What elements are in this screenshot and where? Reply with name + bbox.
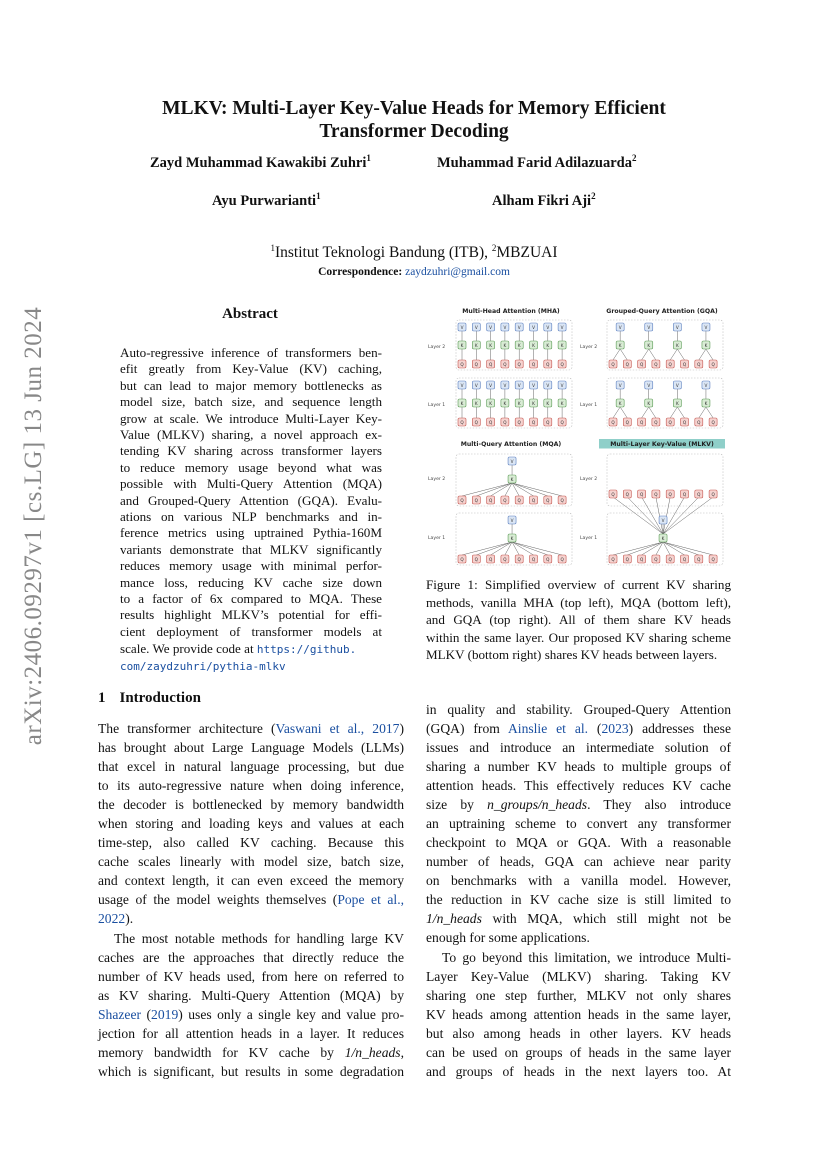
correspondence: Correspondence: zaydzuhri@gmail.com: [318, 266, 510, 278]
q-head-label: Q: [682, 492, 687, 497]
body-line: the decoder is bottlenecked by memory bandwidth: [98, 797, 404, 812]
body-line: jection for all attention heads in a layer. It reduces: [98, 1026, 404, 1041]
connector-line: [642, 407, 649, 418]
q-head-label: Q: [474, 420, 478, 425]
connector-line: [663, 542, 713, 555]
v-head-label: V: [503, 325, 507, 330]
v-head-label: V: [661, 518, 665, 523]
k-head-label: K: [704, 343, 708, 348]
v-head-label: V: [460, 325, 464, 330]
author-3: Ayu Purwarianti$^1$: [212, 191, 321, 209]
q-head-label: Q: [460, 557, 464, 562]
k-head-label: K: [517, 401, 521, 406]
body-line: and groups of heads in the next layers too. At: [426, 1064, 731, 1079]
k-head-label: K: [517, 343, 521, 348]
abstract-line: efit greatly from Key-Value (KV) caching,: [120, 361, 382, 377]
q-head-label: Q: [503, 420, 507, 425]
layer-label: Layer 2: [580, 477, 598, 482]
connector-line: [677, 407, 684, 418]
k-head-label: K: [618, 401, 622, 406]
body-line: 1/n_heads with MQA, which still might not be: [426, 911, 731, 926]
body-line: time-step, also called KV caching. Because this: [98, 835, 404, 850]
citation-link[interactable]: Ainslie et al.: [507, 721, 589, 736]
body-line: that excel in natural language processing, but due: [98, 759, 404, 774]
body-line: enough for some applications.: [426, 930, 590, 945]
q-head-label: Q: [560, 420, 564, 425]
v-head-label: V: [489, 325, 493, 330]
q-head-label: Q: [625, 420, 629, 425]
figure-1-diagram: [426, 305, 732, 575]
body-line: caches are the approaches that directly reduce the: [98, 950, 404, 965]
abstract-line: but can lead to major memory bottlenecks as: [120, 377, 382, 393]
k-head-label: K: [489, 343, 492, 348]
abstract-line: to reduce memory usage beyond what was: [120, 459, 382, 475]
k-head-label: K: [618, 343, 622, 348]
code-link-cont[interactable]: com/zaydzuhri/pythia-mlkv: [120, 660, 286, 673]
q-head-label: Q: [668, 492, 672, 497]
k-head-label: K: [489, 401, 492, 406]
connector-line: [706, 407, 713, 418]
connector-line: [620, 407, 627, 418]
q-head-label: Q: [503, 362, 507, 367]
v-head-label: V: [647, 383, 651, 388]
connector-line: [649, 407, 656, 418]
k-head-label: K: [460, 401, 464, 406]
v-head-label: V: [517, 383, 521, 388]
connector-line: [663, 497, 684, 534]
q-head-label: Q: [560, 362, 564, 367]
q-head-label: Q: [682, 557, 687, 562]
connector-line: [706, 349, 713, 360]
q-head-label: Q: [697, 557, 701, 562]
abstract-line: tending KV sharing across transformer layers: [120, 443, 382, 459]
abstract-line: and Grouped-Query Attention (GQA). Evalu-: [120, 492, 382, 508]
layer-label: Layer 2: [580, 345, 598, 350]
k-head-label: K: [647, 343, 651, 348]
q-head-label: Q: [460, 420, 464, 425]
connector-line: [462, 542, 512, 555]
body-line: on benchmarks with a vanilla model. However,: [426, 873, 731, 888]
q-head-label: Q: [531, 362, 536, 367]
q-head-label: Q: [503, 498, 507, 503]
q-head-label: Q: [654, 420, 658, 425]
body-line: as KV sharing. Multi-Query Attention (MQA) by: [98, 988, 404, 1003]
q-head-label: Q: [531, 420, 536, 425]
connector-line: [663, 497, 699, 534]
q-head-label: Q: [488, 362, 493, 367]
q-head-label: Q: [625, 492, 629, 497]
abstract-line: variants demonstrate that MLKV significantly: [120, 541, 382, 557]
author-2: Muhammad Farid Adilazuarda$^2$: [437, 153, 637, 171]
v-head-label: V: [532, 383, 535, 388]
k-head-label: K: [546, 343, 550, 348]
connector-line: [613, 349, 620, 360]
connector-line: [656, 497, 663, 534]
citation-link[interactable]: Shazeer: [98, 1007, 142, 1022]
q-head-label: Q: [668, 557, 672, 562]
body-line: sharing a number KV heads to multiple groups of: [426, 759, 731, 774]
connector-line: [627, 497, 663, 534]
body-line: cache scales linearly with model size, batch size,: [98, 854, 404, 869]
body-line: which is significant, but results in some degradation: [98, 1064, 404, 1079]
q-head-label: Q: [625, 362, 629, 367]
body-line: but also among heads in other layers. KV heads: [426, 1026, 731, 1041]
connector-line: [620, 349, 627, 360]
connector-line: [512, 483, 562, 496]
abstract-line: ations on various NLP benchmarks and in-: [120, 509, 382, 524]
body-line: to its auto-regressive nature when doing inference,: [98, 778, 404, 793]
citation-link[interactable]: 2019: [151, 1007, 179, 1022]
k-head-label: K: [546, 401, 550, 406]
q-head-label: Q: [488, 420, 493, 425]
k-head-label: K: [560, 343, 564, 348]
v-head-label: V: [546, 383, 550, 388]
connector-line: [677, 349, 684, 360]
abstract-line: results highlight MLKV’s potential for effi-: [120, 607, 382, 623]
body-line: the reduction in KV cache size is still limited to: [426, 892, 731, 907]
q-head-label: Q: [711, 420, 715, 425]
abstract-line: to a factor of 6x compared to MQA. These: [120, 591, 382, 606]
v-head-label: V: [503, 383, 507, 388]
q-head-label: Q: [474, 557, 478, 562]
q-head-label: Q: [668, 362, 672, 367]
v-head-label: V: [460, 383, 464, 388]
q-head-label: Q: [517, 557, 521, 562]
connector-line: [512, 542, 562, 555]
email-link[interactable]: zaydzuhri@gmail.com: [405, 266, 510, 278]
v-head-label: V: [560, 383, 564, 388]
layer-label: Layer 2: [428, 345, 446, 350]
v-head-label: V: [474, 325, 478, 330]
abstract-line: Auto-regressive inference of transformers ben-: [120, 345, 382, 360]
k-head-label: K: [704, 401, 708, 406]
abstract-line-20: [120, 658, 382, 675]
q-head-label: Q: [546, 498, 550, 503]
body-line: The most notable methods for handling large KV: [114, 931, 404, 946]
connector-line: [663, 497, 713, 534]
k-head-label: K: [510, 477, 514, 482]
v-head-label: V: [560, 325, 564, 330]
v-head-label: V: [618, 325, 622, 330]
panel-title: Multi-Head Attention (MHA): [462, 308, 560, 315]
panel-title: Multi-Query Attention (MQA): [460, 441, 562, 448]
v-head-label: V: [510, 518, 514, 523]
k-head-label: K: [661, 536, 665, 541]
abstract-line: Value (MLKV) sharing, a novel approach ex-: [120, 427, 382, 442]
body-line: usage of the model weights themselves (Pope et al.,: [98, 892, 404, 907]
abstract-line: ference metrics using uptrained Pythia-160M: [120, 525, 382, 541]
body-line: To go beyond this limitation, we introduce Multi-: [442, 950, 731, 965]
v-head-label: V: [675, 325, 679, 330]
abstract-line-19: scale. We provide code at https://github.: [120, 641, 357, 656]
q-head-label: Q: [546, 362, 550, 367]
abstract-line: model size, batch size, and sequence length: [120, 394, 382, 410]
k-head-label: K: [503, 401, 507, 406]
q-head-label: Q: [611, 420, 615, 425]
layer-label: Layer 1: [580, 403, 598, 408]
body-line: Layer Key-Value (MLKV) sharing. Taking KV: [426, 969, 731, 984]
k-head-label: K: [510, 536, 514, 541]
body-line: and context length, it can even exceed the memory: [98, 873, 404, 888]
layer-label: Layer 1: [428, 536, 446, 541]
q-head-label: Q: [682, 420, 687, 425]
q-head-label: Q: [611, 492, 615, 497]
q-head-label: Q: [474, 498, 478, 503]
q-head-label: Q: [625, 557, 629, 562]
body-line: The transformer architecture (Vaswani et al., 2017): [98, 721, 404, 736]
body-line: (GQA) from Ainslie et al. (2023) addresses these: [426, 721, 731, 736]
q-head-label: Q: [682, 362, 687, 367]
q-head-label: Q: [531, 557, 536, 562]
connector-line: [462, 483, 512, 496]
author-4: Alham Fikri Aji$^2$: [492, 191, 596, 209]
q-head-label: Q: [639, 557, 644, 562]
q-head-label: Q: [517, 420, 521, 425]
q-head-label: Q: [711, 492, 715, 497]
q-head-label: Q: [503, 557, 507, 562]
body-line: memory bandwidth for KV cache by 1/n_heads,: [98, 1045, 404, 1060]
q-head-label: Q: [560, 557, 564, 562]
arxiv-side-stamp: arXiv:2406.09297v1 [cs.LG] 13 Jun 2024: [20, 306, 47, 746]
v-head-label: V: [532, 325, 535, 330]
q-head-label: Q: [460, 498, 464, 503]
layer-label: Layer 1: [580, 536, 598, 541]
connector-line: [613, 407, 620, 418]
caption-line: within the same layer. Our proposed KV sharing scheme: [426, 629, 731, 645]
body-line: 2022).: [98, 911, 134, 926]
connector-line: [670, 349, 677, 360]
connector-line: [699, 349, 706, 360]
body-line: attention heads. This effectively reduces KV cache: [426, 778, 731, 793]
paper-title: [100, 97, 728, 143]
v-head-label: V: [675, 383, 679, 388]
body-line: KV heads among attention heads in the same layer,: [426, 1007, 731, 1022]
q-head-label: Q: [517, 362, 521, 367]
v-head-label: V: [618, 383, 622, 388]
q-head-label: Q: [611, 362, 615, 367]
body-line: can be used on groups of heads in the same layer: [426, 1045, 731, 1060]
layer-label: Layer 2: [428, 477, 446, 482]
q-head-label: Q: [654, 557, 658, 562]
q-head-label: Q: [474, 362, 478, 367]
body-line: Shazeer (2019) uses only a single key and value pro-: [98, 1007, 404, 1022]
q-head-label: Q: [697, 420, 701, 425]
panel-title: Grouped-Query Attention (GQA): [606, 308, 718, 315]
q-head-label: Q: [639, 420, 644, 425]
q-head-label: Q: [546, 557, 550, 562]
body-line: when storing and loading keys and values at each: [98, 816, 404, 831]
abstract-line: possible with Multi-Query Attention (MQA): [120, 476, 382, 492]
title-line-2: Transformer Decoding: [319, 121, 509, 142]
q-head-label: Q: [639, 362, 644, 367]
k-head-label: K: [503, 343, 507, 348]
citation-link[interactable]: 2023: [601, 721, 629, 736]
q-head-label: Q: [488, 557, 493, 562]
q-head-label: Q: [654, 492, 658, 497]
section-heading: 1 Introduction: [98, 690, 201, 706]
k-head-label: K: [532, 343, 535, 348]
k-head-label: K: [675, 401, 679, 406]
v-head-label: V: [517, 325, 521, 330]
q-head-label: Q: [460, 362, 464, 367]
k-head-label: K: [474, 401, 478, 406]
q-head-label: Q: [531, 498, 536, 503]
q-head-label: Q: [560, 498, 564, 503]
body-line: number of KV heads used, from here on referred to: [98, 969, 404, 984]
connector-line: [642, 497, 663, 534]
affiliations: $^1$Institut Teknologi Bandung (ITB), $^2$MBZUAI: [270, 243, 558, 262]
abstract-line: cient deployment of transformer models at: [120, 623, 382, 639]
v-head-label: V: [489, 383, 493, 388]
k-head-label: K: [474, 343, 478, 348]
q-head-label: Q: [697, 362, 701, 367]
q-head-label: Q: [611, 557, 615, 562]
connector-line: [613, 542, 663, 555]
q-head-label: Q: [654, 362, 658, 367]
body-line: issues and introduce an intermediate solution of: [426, 740, 731, 755]
body-line: has brought about Large Language Models (LLMs): [98, 740, 404, 755]
q-head-label: Q: [488, 498, 493, 503]
v-head-label: V: [546, 325, 550, 330]
body-line: sharing one step further, MLKV not only shares: [426, 988, 731, 1003]
body-line: size by n_groups/n_heads. They also introduce: [426, 797, 731, 812]
title-line-1: MLKV: Multi-Layer Key-Value Heads for Memory Efficient: [162, 98, 666, 119]
caption-line: MLKV (bottom right) shares KV heads between layers.: [426, 647, 718, 662]
abstract-line: mance loss, reducing KV cache size down: [120, 574, 382, 590]
caption-line: and GQA (top right). All of them share KV heads: [426, 612, 731, 627]
k-head-label: K: [460, 343, 464, 348]
connector-line: [663, 497, 670, 534]
citation-link[interactable]: Pope et al.,: [337, 892, 404, 907]
v-head-label: V: [647, 325, 651, 330]
citation-link[interactable]: Vaswani et al., 2017: [275, 721, 400, 736]
v-head-label: V: [704, 325, 708, 330]
q-head-label: Q: [517, 498, 521, 503]
code-link[interactable]: https://github.: [256, 643, 357, 656]
body-line: in quality and stability. Grouped-Query Attention: [426, 702, 731, 717]
k-head-label: K: [647, 401, 651, 406]
body-line: an uptraining scheme to convert any transformer: [426, 816, 731, 831]
connector-line: [613, 497, 663, 534]
connector-line: [670, 407, 677, 418]
k-head-label: K: [560, 401, 564, 406]
q-head-label: Q: [711, 362, 715, 367]
author-1: Zayd Muhammad Kawakibi Zuhri$^1$: [150, 153, 371, 171]
caption-line: Figure 1: Simplified overview of current KV sharing: [426, 577, 731, 592]
connector-line: [642, 349, 649, 360]
abstract-line: reduces memory usage with minimal perfor-: [120, 558, 382, 574]
q-head-label: Q: [711, 557, 715, 562]
panel-title: Multi-Layer Key-Value (MLKV): [610, 441, 714, 448]
citation-link[interactable]: 2022: [98, 911, 126, 926]
abstract-line: grow at scale. We introduce Multi-Layer Key-: [120, 410, 382, 426]
body-line: checkpoint to MQA or GQA. With a reasonable: [426, 835, 731, 850]
connector-line: [649, 349, 656, 360]
body-line: number of heads, GQA can achieve near parity: [426, 854, 731, 869]
v-head-label: V: [510, 459, 514, 464]
q-head-label: Q: [668, 420, 672, 425]
caption-line: methods, vanilla MHA (top left), MQA (bottom left),: [426, 594, 731, 610]
q-head-label: Q: [697, 492, 701, 497]
connector-line: [699, 407, 706, 418]
layer-label: Layer 1: [428, 403, 446, 408]
v-head-label: V: [704, 383, 708, 388]
k-head-label: K: [675, 343, 679, 348]
q-head-label: Q: [639, 492, 644, 497]
v-head-label: V: [474, 383, 478, 388]
q-head-label: Q: [546, 420, 550, 425]
k-head-label: K: [532, 401, 535, 406]
abstract-heading: Abstract: [222, 306, 278, 322]
